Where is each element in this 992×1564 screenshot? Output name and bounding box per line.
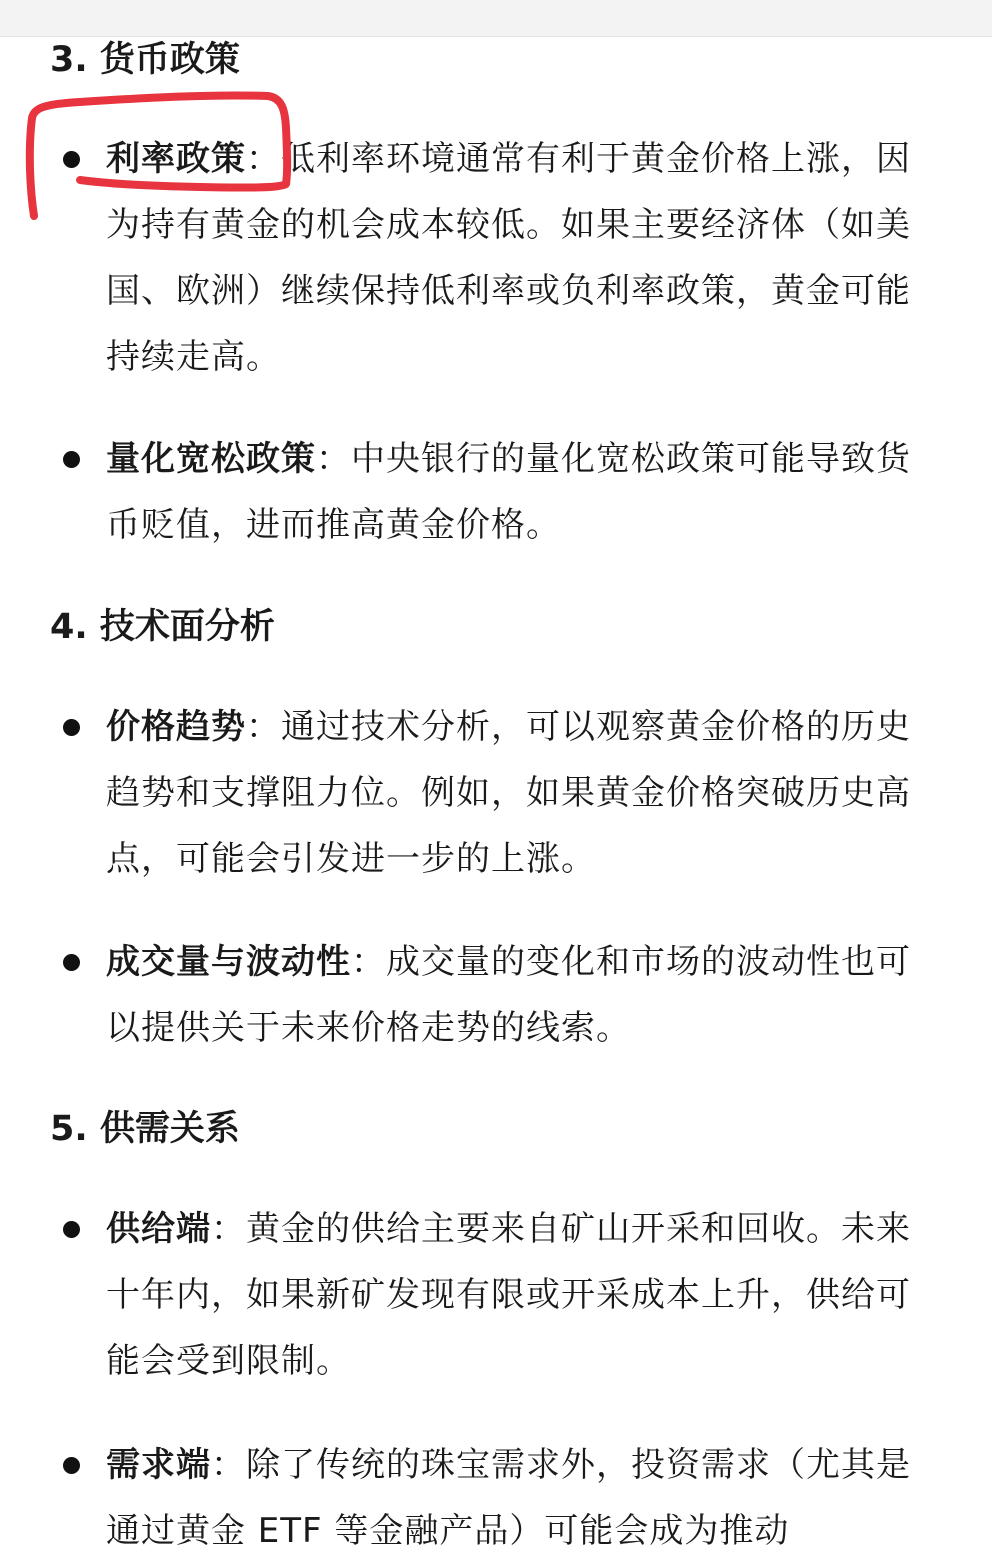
list-item-separator: ： bbox=[246, 707, 281, 747]
list-item-term: 量化宽松政策 bbox=[106, 439, 316, 479]
list-item-body: 中央银行的量化宽松政策可能导致货币贬值，进而推高黄金价格。 bbox=[106, 439, 911, 545]
list-item-text bbox=[106, 1196, 940, 1394]
list-item-term: 成交量与波动性 bbox=[106, 942, 351, 982]
bullet-icon bbox=[63, 1457, 80, 1474]
list-item-separator: ： bbox=[211, 1445, 246, 1485]
list-item-body: 通过技术分析，可以观察黄金价格的历史趋势和支撑阻力位。例如，如果黄金价格突破历史高点，可能会引发进一步的上涨。 bbox=[106, 707, 911, 879]
list-item-body: 成交量的变化和市场的波动性也可以提供关于未来价格走势的线索。 bbox=[106, 942, 911, 1048]
section-heading-supply-demand: 5. 供需关系 bbox=[50, 1109, 240, 1149]
list-item-text bbox=[106, 426, 940, 558]
list-item bbox=[60, 1196, 940, 1394]
list-item bbox=[60, 426, 940, 558]
bullet-icon bbox=[63, 151, 80, 168]
list-item bbox=[60, 126, 940, 390]
list-item-term: 需求端 bbox=[106, 1445, 211, 1485]
list-item-text bbox=[106, 694, 940, 892]
list-item-separator: ： bbox=[211, 1209, 246, 1249]
top-bar bbox=[0, 0, 992, 37]
list-item-term: 利率政策 bbox=[106, 139, 246, 179]
bullet-icon bbox=[63, 1221, 80, 1238]
list-item-text bbox=[106, 1432, 940, 1564]
list-item bbox=[60, 1432, 940, 1564]
list-item-text bbox=[106, 126, 940, 390]
bullet-icon bbox=[63, 719, 80, 736]
bullet-icon bbox=[63, 954, 80, 971]
list-item bbox=[60, 694, 940, 892]
list-item-body: 黄金的供给主要来自矿山开采和回收。未来十年内，如果新矿发现有限或开采成本上升，供给可能会受到限制。 bbox=[106, 1209, 911, 1381]
list-item-text bbox=[106, 929, 940, 1061]
list-item-term: 价格趋势 bbox=[106, 707, 246, 747]
list-item-body: 低利率环境通常有利于黄金价格上涨，因为持有黄金的机会成本较低。如果主要经济体（如美国、欧洲）继续保持低利率或负利率政策，黄金可能持续走高。 bbox=[106, 139, 911, 377]
list-item-separator: ： bbox=[316, 439, 351, 479]
section-heading-technical-analysis: 4. 技术面分析 bbox=[50, 607, 275, 647]
list-item-body: 除了传统的珠宝需求外，投资需求（尤其是通过黄金 ETF 等金融产品）可能会成为推动 bbox=[106, 1445, 911, 1551]
bullet-icon bbox=[63, 451, 80, 468]
list-item bbox=[60, 929, 940, 1061]
list-item-term: 供给端 bbox=[106, 1209, 211, 1249]
list-item-separator: ： bbox=[351, 942, 386, 982]
list-item-separator: ： bbox=[246, 139, 281, 179]
section-heading-monetary-policy: 3. 货币政策 bbox=[50, 40, 240, 80]
